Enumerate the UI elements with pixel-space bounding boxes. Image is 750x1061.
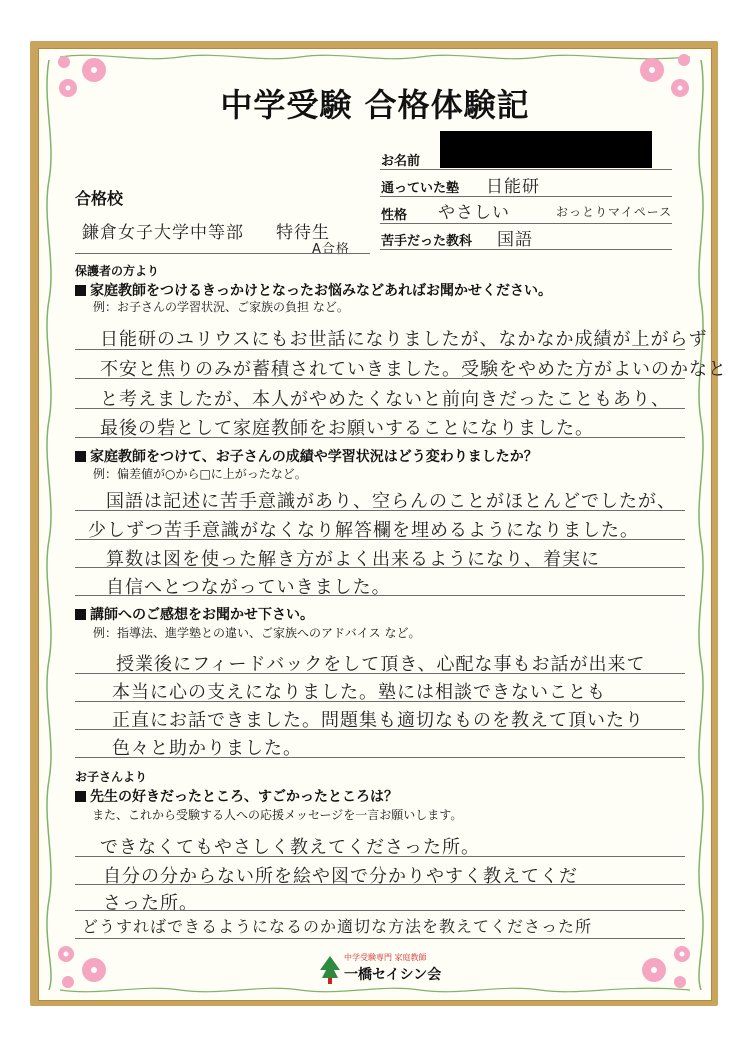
parent-q3-heading: [75, 604, 314, 624]
ruled-line: [75, 510, 685, 511]
parent-q2-line-2: 少しずつ苦手意識がなくなり解答欄を埋めるようになりました。: [88, 520, 639, 541]
ruled-line: [75, 884, 685, 885]
name-redaction: [440, 131, 652, 168]
personality-underline: [380, 223, 672, 224]
parent-q3-line-2: 本当に心の支えになりました。塾には相談できないことも: [112, 682, 606, 703]
parent-q2-line-3: 算数は図を使った解き方がよく出来るようになり、着実に: [106, 549, 600, 570]
ruled-line: [75, 938, 685, 939]
juku-underline: [380, 196, 672, 197]
ruled-line: [75, 567, 685, 568]
name-underline: [380, 169, 672, 170]
juku-value: 日能研: [486, 177, 540, 197]
parent-q2-heading-text: 家庭教師をつけて、お子さんの成績や学習状況はどう変わりましたか？: [90, 449, 538, 465]
ruled-line: [75, 437, 685, 438]
school-value-sub: A合格: [312, 242, 350, 257]
parent-q1-example: 例：お子さんの学習状況、ご家族の負担 など。: [93, 300, 349, 314]
vine-left-decoration: [40, 60, 58, 990]
ruled-line: [75, 539, 685, 540]
ruled-line: [75, 673, 685, 674]
child-q1-heading-text: 先生の好きだったところ、すごかったところは？: [90, 789, 398, 805]
parent-q2-line-4: 自信へとつながっていきました。: [106, 577, 391, 598]
ruled-line: [75, 757, 685, 758]
page-title: 中学受験 合格体験記: [220, 86, 530, 124]
parent-q1-line-3: と考えましたが、本人がやめたくないと前向きだったこともあり、: [100, 389, 670, 410]
ruled-line: [75, 856, 685, 857]
parent-q1-line-2: 不安と焦りのみが蓄積されていきました。受験をやめた方がよいのかなと: [100, 359, 727, 380]
parent-q3-line-4: 色々と助かりました。: [112, 738, 302, 759]
ruled-line: [75, 729, 685, 730]
child-q1-line-4: どうすればできるようになるのか適切な方法を教えてくださった所: [82, 917, 593, 936]
parent-q1-heading-text: 家庭教師をつけるきっかけとなったお悩みなどあればお聞かせください。: [90, 283, 552, 299]
school-underline: [75, 253, 370, 254]
ruled-line: [75, 910, 685, 911]
personality-label: 性格: [381, 208, 408, 223]
company-logo: [318, 952, 468, 986]
logo-name: 一橋セイシン会: [344, 967, 442, 983]
parent-q3-heading-text: 講師へのご感想をお聞かせ下さい。: [90, 607, 314, 623]
parent-q2-heading: [75, 446, 538, 466]
vine-right-decoration: [692, 60, 710, 990]
vine-top-decoration: [60, 49, 690, 65]
logo-tree-icon: [318, 954, 342, 984]
child-q1-line-3: さった所。: [103, 893, 198, 914]
child-q1-example: また、これから受験する人への応援メッセージを一言お願いします。: [92, 808, 463, 822]
flower-bottom-left-icon: [52, 936, 122, 996]
child-label: お子さんより: [75, 770, 148, 784]
personality-value-1: やさしい: [438, 203, 510, 223]
name-label: お名前: [381, 154, 421, 169]
school-value-extra: 特待生: [276, 223, 330, 243]
child-q1-line-1: できなくてもやさしく教えてくださった所。: [100, 837, 480, 858]
weak-subject-label: 苦手だった教科: [381, 234, 473, 249]
juku-label: 通っていた塾: [381, 181, 460, 196]
parent-q2-line-1: 国語は記述に苦手意識があり、空らんのことがほとんどでしたが、: [106, 491, 676, 512]
flower-bottom-right-icon: [628, 936, 698, 996]
parent-label: 保護者の方より: [75, 264, 160, 278]
parent-q3-line-3: 正直にお話できました。問題集も適切なものを教えて頂いたり: [112, 710, 644, 731]
parent-q3-example: 例：指導法、進学塾との違い、ご家族へのアドバイス など。: [93, 626, 421, 640]
weak-subject-value: 国語: [497, 230, 533, 250]
parent-q2-example: 例：偏差値が○から□に上がったなど。: [93, 467, 307, 481]
child-q1-heading: [75, 786, 398, 806]
parent-q1-line-1: 日能研のユリウスにもお世話になりましたが、なかなか成績が上がらず: [100, 329, 708, 350]
ruled-line: [75, 701, 685, 702]
ruled-line: [75, 408, 685, 409]
parent-q1-heading: [75, 280, 552, 300]
weak-subject-underline: [380, 249, 672, 250]
personality-value-2: おっとりマイペース: [556, 205, 673, 219]
ruled-line: [75, 595, 685, 596]
parent-q1-line-4: 最後の砦として家庭教師をお願いすることになりました。: [100, 418, 594, 439]
ruled-line: [75, 378, 685, 379]
school-value: 鎌倉女子大学中等部: [82, 223, 244, 243]
ruled-line: [75, 349, 685, 350]
parent-q3-line-1: 授業後にフィードバックをして頂き、心配な事もお話が出来て: [116, 654, 646, 675]
logo-tagline: 中学受験専門 家庭教師: [344, 953, 427, 962]
child-q1-line-2: 自分の分からない所を絵や図で分かりやすく教えてくだ: [103, 866, 578, 887]
school-label: 合格校: [75, 189, 124, 208]
